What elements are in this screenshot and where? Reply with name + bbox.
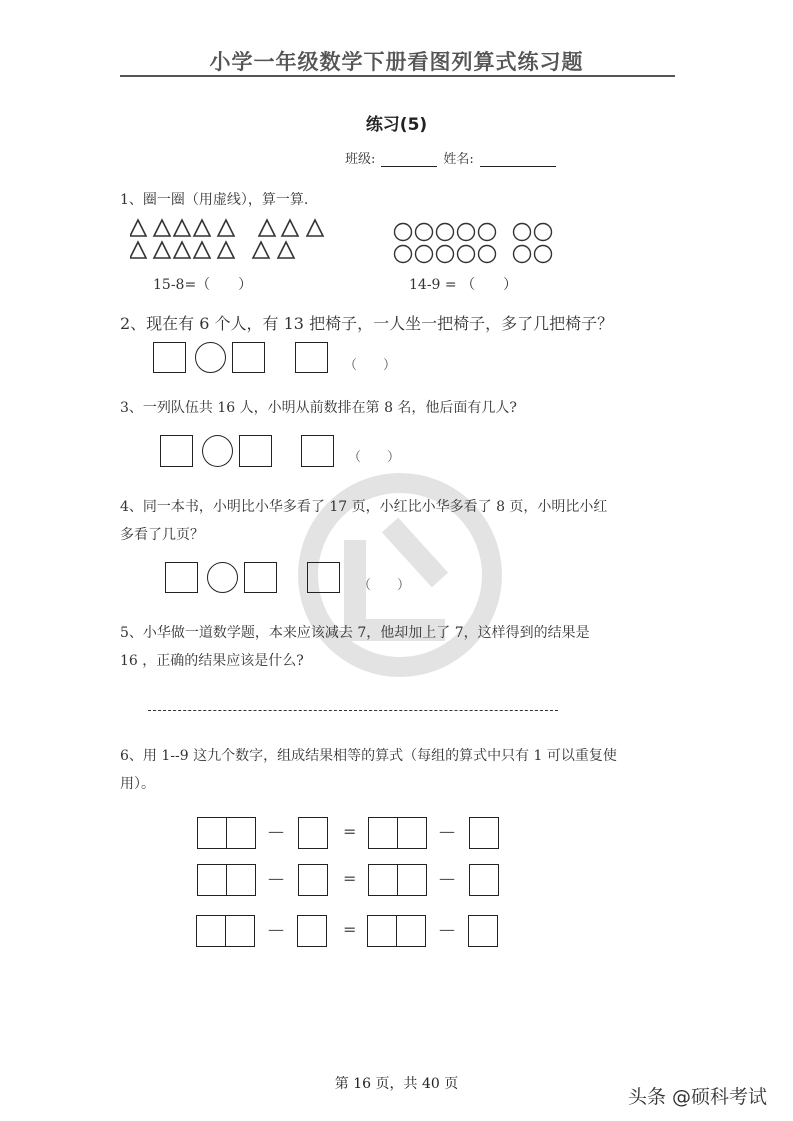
question-3-text: 3、一列队伍共 16 人，小明从前数排在第 8 名，他后面有几人? [120,400,517,416]
minus-sign: — [439,869,455,888]
q6-r3-digit-box-4[interactable] [367,915,397,947]
question-2-text: 2、现在有 6 个人，有 13 把椅子，一人坐一把椅子，多了几把椅子？ [120,314,614,333]
class-field[interactable] [381,152,437,167]
q2-result-box[interactable] [295,342,328,373]
q3-operator-circle[interactable] [202,435,233,467]
name-label: 姓名: [443,152,474,167]
q3-result-box[interactable] [301,435,334,467]
name-field[interactable] [480,152,556,167]
question-4-text-line2: 多看了几页？ [120,527,204,543]
q6-r3-digit-box-1[interactable] [196,915,226,947]
q3-answer-paren[interactable]: （ ） [348,450,401,465]
q6-r1-digit-box-1[interactable] [197,817,227,849]
minus-sign: — [439,920,455,939]
q4-number-box-1[interactable] [165,562,198,593]
q2-operator-circle[interactable] [195,342,226,373]
exercise-subtitle: 练习(5) [365,115,428,135]
question-4-text-line1: 4、同一本书，小明比小华多看了 17 页，小红比小华多看了 8 页，小明比小红 [120,499,608,515]
q6-r2-digit-box-2[interactable] [226,864,256,896]
q6-r1-digit-box-3[interactable] [298,817,328,849]
question-5-text-line2: 16 ，正确的结果应该是什么? [120,653,304,669]
q2-number-box-2[interactable] [232,342,265,373]
question-1-text: 1、圈一圈（用虚线），算一算. [120,192,309,208]
equals-sign: = [343,869,357,888]
source-credit: 头条 @硕科考试 [628,1086,768,1108]
q6-r2-digit-box-4[interactable] [368,864,398,896]
circle-figure-icon [385,220,560,268]
q6-r3-digit-box-6[interactable] [468,915,498,947]
question-5-text-line1: 5、小华做一道数学题，本来应该减去 7，他却加上了 7，这样得到的结果是 [120,625,590,641]
minus-sign: — [268,869,284,888]
q6-r1-digit-box-2[interactable] [226,817,256,849]
class-label: 班级: [345,152,376,167]
q6-r2-digit-box-5[interactable] [397,864,427,896]
q6-r2-digit-box-3[interactable] [298,864,328,896]
minus-sign: — [439,822,455,841]
page-number: 第 16 页，共 40 页 [334,1076,459,1092]
equals-sign: = [343,822,357,841]
minus-sign: — [268,920,284,939]
question-1-expression-left: 15-8=（ ） [153,277,253,293]
minus-sign: — [268,822,284,841]
q2-number-box-1[interactable] [153,342,186,373]
q6-r2-digit-box-6[interactable] [469,864,499,896]
q4-operator-circle[interactable] [207,562,238,593]
question-1-expression-right: 14-9 = （ ） [409,277,518,293]
q2-answer-paren[interactable]: （ ） [344,358,397,373]
q4-result-box[interactable] [307,562,340,593]
q3-number-box-1[interactable] [160,435,193,467]
q6-r1-digit-box-6[interactable] [469,817,499,849]
equals-sign: = [343,920,357,939]
q6-r1-digit-box-5[interactable] [397,817,427,849]
q3-number-box-2[interactable] [239,435,272,467]
q6-r2-digit-box-1[interactable] [197,864,227,896]
q6-r3-digit-box-3[interactable] [297,915,327,947]
question-6-text-line2: 用）。 [120,776,155,792]
q4-number-box-2[interactable] [244,562,277,593]
question-6-text-line1: 6、用 1--9 这九个数字，组成结果相等的算式（每组的算式中只有 1 可以重复使 [120,748,617,764]
triangle-figure-icon [130,218,340,264]
document-title: 小学一年级数学下册看图列算式练习题 [209,50,584,74]
title-divider [120,75,675,77]
q6-r1-digit-box-4[interactable] [368,817,398,849]
q5-answer-line[interactable] [148,710,558,711]
q6-r3-digit-box-2[interactable] [225,915,255,947]
student-info [345,148,562,167]
q4-answer-paren[interactable]: （ ） [358,578,411,593]
q6-r3-digit-box-5[interactable] [396,915,426,947]
